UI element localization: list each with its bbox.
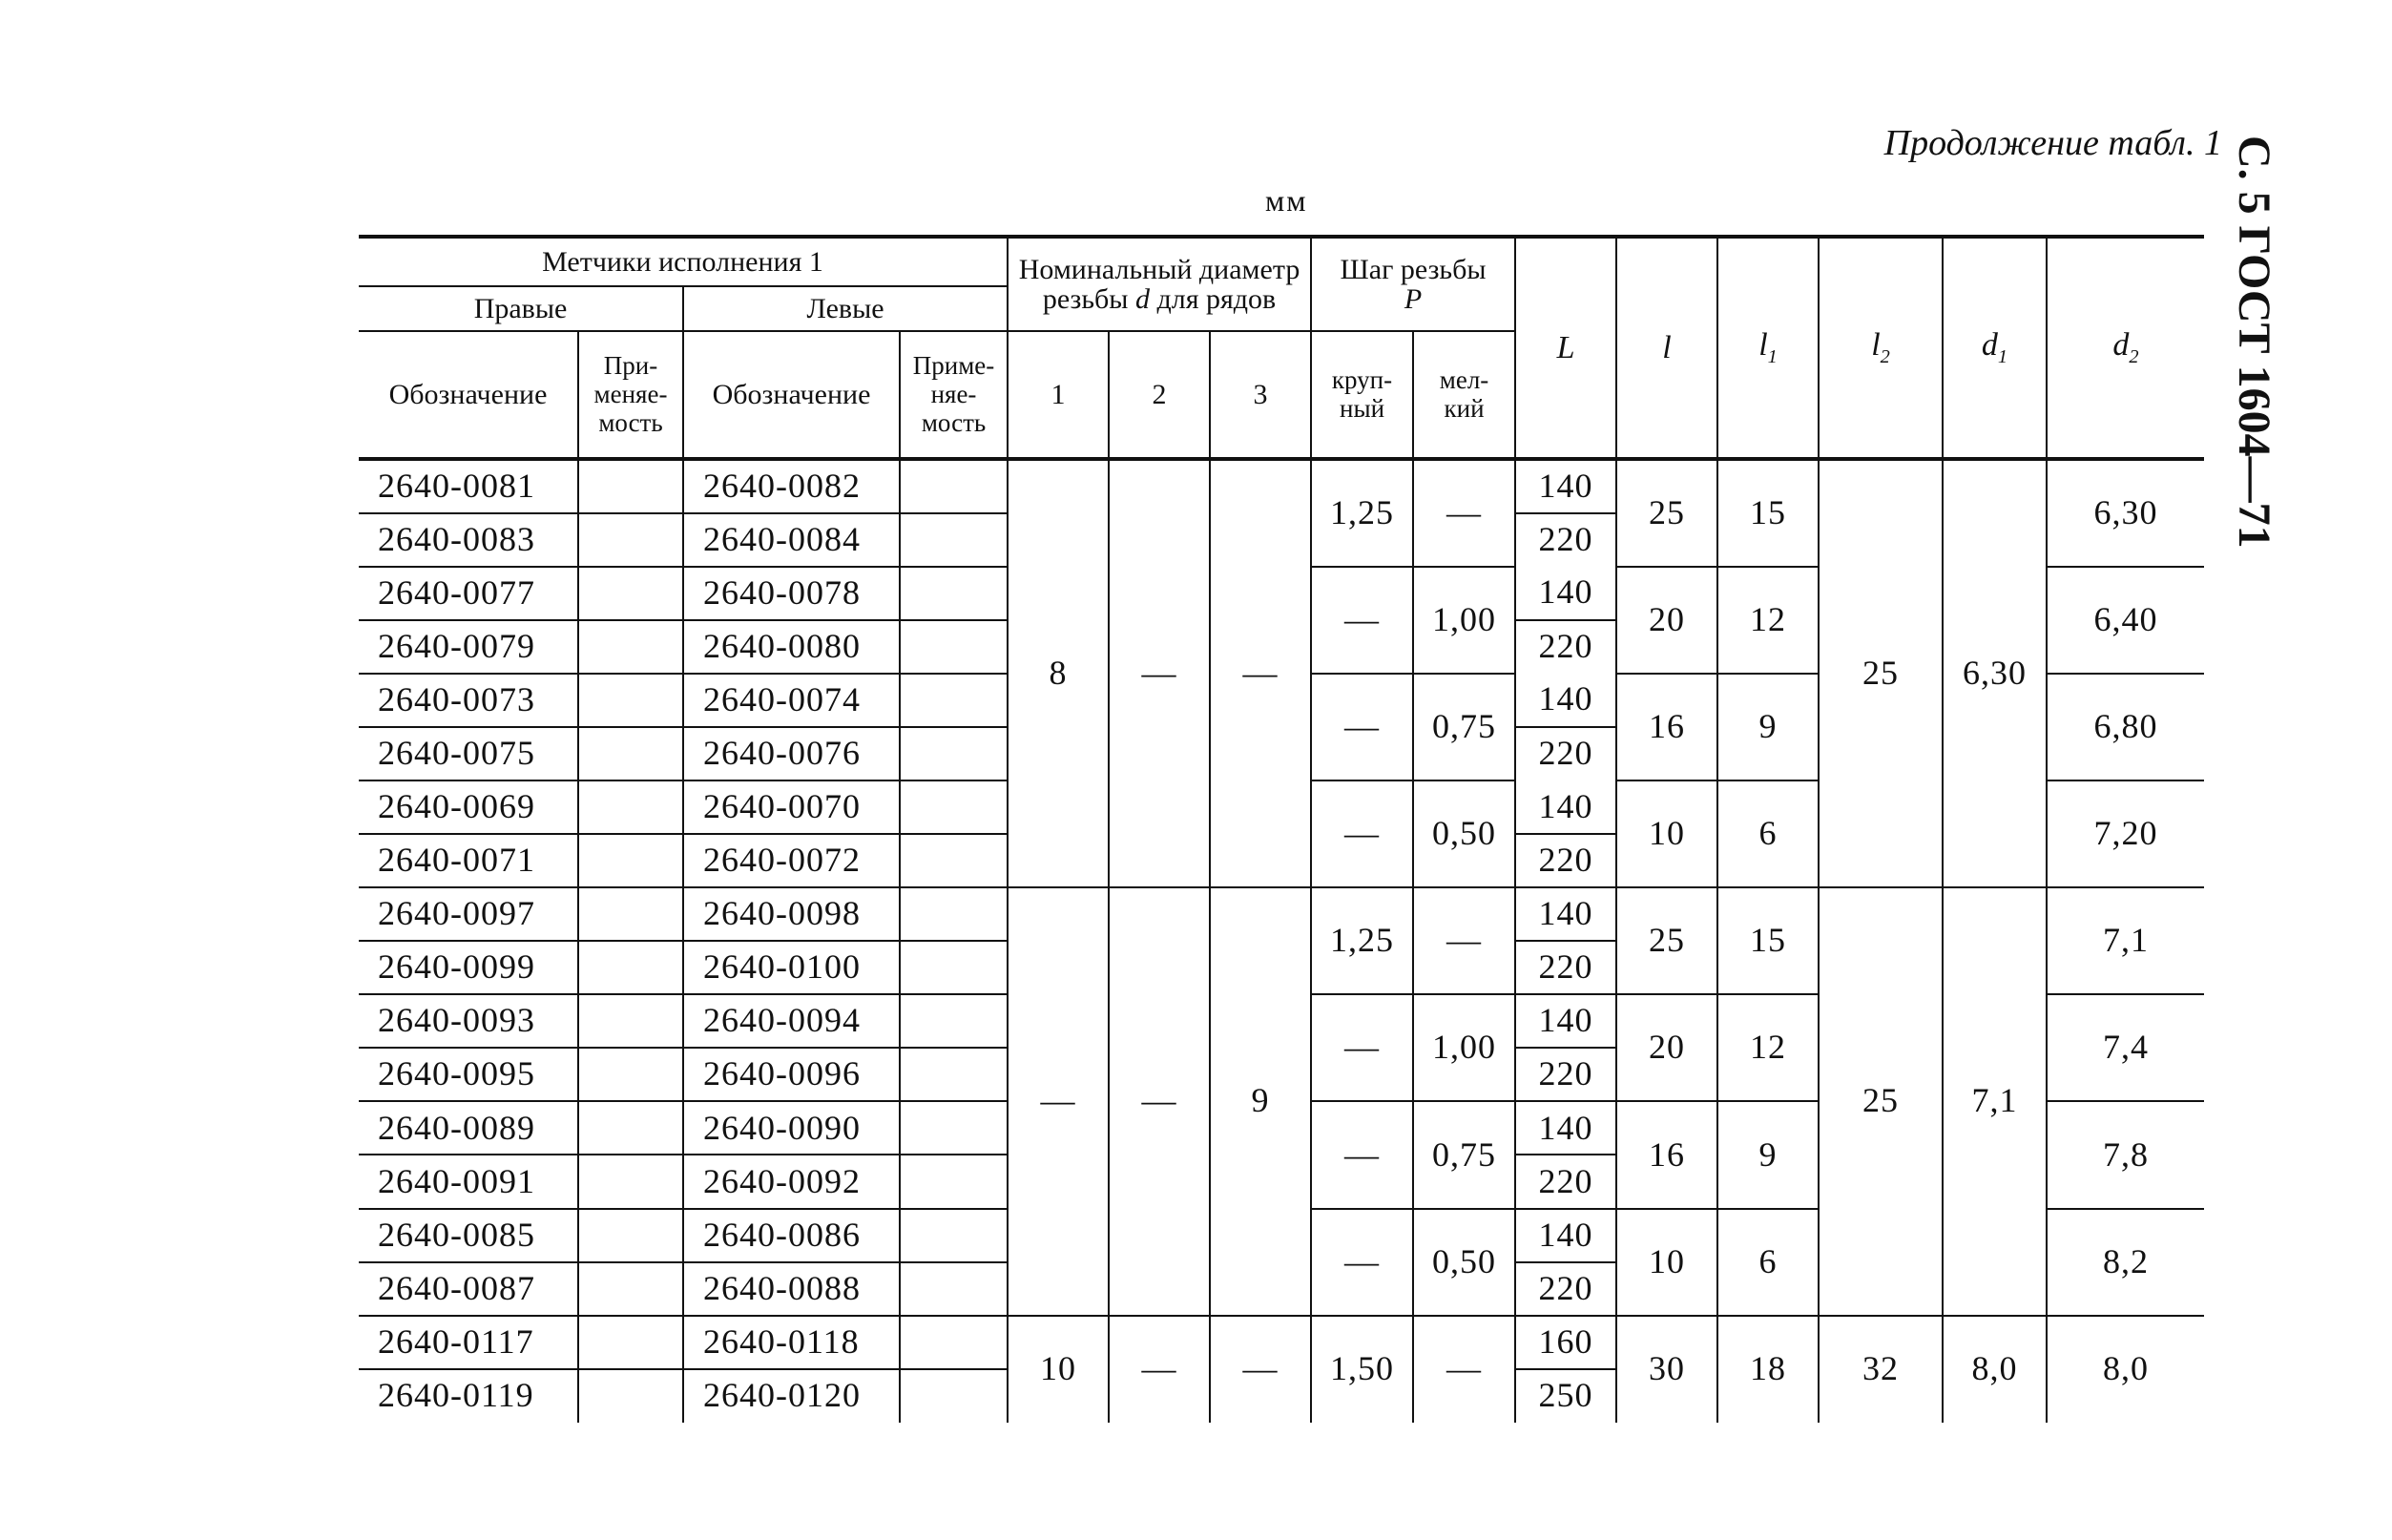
header-d2	[2047, 237, 2204, 459]
header-designation-right: Обозначение	[359, 331, 578, 459]
applicability-right	[578, 834, 683, 887]
diameter-row-1: 8	[1008, 459, 1109, 887]
applicability-left	[900, 567, 1008, 620]
applicability-left	[900, 1262, 1008, 1316]
applicability-left	[900, 1369, 1008, 1423]
header-d1-letter: d	[1981, 327, 1998, 364]
diameter-d2: 8,0	[2047, 1316, 2204, 1423]
designation-right: 2640-0117	[359, 1316, 578, 1369]
length-L: 220	[1515, 727, 1616, 780]
applicability-left	[900, 1209, 1008, 1262]
pitch-fine: 0,75	[1413, 674, 1515, 780]
length-L: 140	[1515, 674, 1616, 727]
length-L: 140	[1515, 1209, 1616, 1262]
length-l: 20	[1616, 567, 1717, 674]
length-l1: 12	[1717, 567, 1819, 674]
designation-left: 2640-0072	[683, 834, 900, 887]
designation-right: 2640-0119	[359, 1369, 578, 1423]
applicability-left	[900, 941, 1008, 994]
length-l: 10	[1616, 1209, 1717, 1316]
applicability-right	[578, 1048, 683, 1101]
designation-right: 2640-0073	[359, 674, 578, 727]
header-fine: мел- кий	[1413, 331, 1515, 459]
header-row-1: 1	[1008, 331, 1109, 459]
designation-left: 2640-0090	[683, 1101, 900, 1155]
designation-left: 2640-0086	[683, 1209, 900, 1262]
pitch-fine: —	[1413, 459, 1515, 566]
diameter-d2: 8,2	[2047, 1209, 2204, 1316]
diameter-d1: 8,0	[1943, 1316, 2047, 1423]
length-L: 220	[1515, 941, 1616, 994]
length-l1: 15	[1717, 887, 1819, 994]
applicability-right	[578, 727, 683, 780]
pitch-coarse: 1,50	[1311, 1316, 1413, 1423]
header-diameter	[1008, 237, 1311, 331]
length-l: 25	[1616, 459, 1717, 566]
pitch-coarse: —	[1311, 1209, 1413, 1316]
designation-right: 2640-0077	[359, 567, 578, 620]
pitch-fine: —	[1413, 887, 1515, 994]
designation-right: 2640-0085	[359, 1209, 578, 1262]
designation-left: 2640-0092	[683, 1155, 900, 1208]
pitch-coarse: —	[1311, 567, 1413, 674]
designation-right: 2640-0079	[359, 620, 578, 674]
applicability-left	[900, 1316, 1008, 1369]
length-L: 220	[1515, 620, 1616, 674]
applicability-left	[900, 1155, 1008, 1208]
applicability-right	[578, 1209, 683, 1262]
applicability-left	[900, 674, 1008, 727]
applicability-right	[578, 1316, 683, 1369]
designation-left: 2640-0100	[683, 941, 900, 994]
designation-right: 2640-0081	[378, 467, 535, 506]
header-applicability-left: Приме- няе- мость	[900, 331, 1008, 459]
designation-left: 2640-0080	[683, 620, 900, 674]
header-right: Правые	[359, 286, 683, 332]
header-left: Левые	[683, 286, 1008, 332]
diameter-row-2: —	[1109, 1316, 1210, 1423]
applicability-right	[578, 1101, 683, 1155]
header-row-2: 2	[1109, 331, 1210, 459]
designation-right: 2640-0083	[359, 513, 578, 567]
designation-left: 2640-0070	[683, 780, 900, 834]
length-l: 25	[1616, 887, 1717, 994]
diameter-row-2: —	[1109, 459, 1210, 887]
applicability-left	[900, 780, 1008, 834]
applicability-right	[578, 1369, 683, 1423]
diameter-d2: 7,4	[2047, 994, 2204, 1101]
designation-left: 2640-0088	[683, 1262, 900, 1316]
designation-left: 2640-0118	[683, 1316, 900, 1369]
diameter-row-3: —	[1210, 459, 1311, 887]
pitch-coarse: —	[1311, 674, 1413, 780]
diameter-row-1: 10	[1008, 1316, 1109, 1423]
length-l1: 15	[1717, 459, 1819, 566]
header-d2-letter: d	[2112, 327, 2130, 364]
applicability-left	[900, 1101, 1008, 1155]
length-l1: 9	[1717, 1101, 1819, 1208]
length-l2: 25	[1819, 459, 1943, 887]
pitch-coarse: 1,25	[1311, 887, 1413, 994]
designation-right: 2640-0093	[359, 994, 578, 1048]
designation-left: 2640-0120	[683, 1369, 900, 1423]
designation-right: 2640-0095	[359, 1048, 578, 1101]
applicability-right	[578, 1262, 683, 1316]
applicability-left	[900, 620, 1008, 674]
designation-left: 2640-0096	[683, 1048, 900, 1101]
pitch-coarse: —	[1311, 780, 1413, 887]
table-row	[359, 1316, 2204, 1369]
header-diameter-text: Номинальный диаметр резьбы d для рядов	[1018, 253, 1300, 316]
designation-left: 2640-0078	[683, 567, 900, 620]
applicability-right	[578, 887, 683, 941]
diameter-row-3: —	[1210, 1316, 1311, 1423]
table-row	[359, 459, 2204, 512]
header-applicability-right: При- меняе- мость	[578, 331, 683, 459]
pitch-fine: 1,00	[1413, 994, 1515, 1101]
header-group: Метчики исполнения 1	[359, 237, 1008, 286]
length-L: 140	[1515, 459, 1616, 512]
length-L: 140	[1515, 567, 1616, 620]
header-row-3: 3	[1210, 331, 1311, 459]
pitch-coarse: 1,25	[1311, 459, 1413, 566]
length-L: 140	[1515, 780, 1616, 834]
header-pitch: Шаг резьбы P	[1311, 237, 1515, 331]
header-l1-letter: l	[1758, 327, 1768, 364]
header-coarse: круп- ный	[1311, 331, 1413, 459]
pitch-coarse: —	[1311, 994, 1413, 1101]
header-l1-sub: 1	[1767, 345, 1778, 367]
applicability-right	[578, 941, 683, 994]
length-L: 220	[1515, 834, 1616, 887]
applicability-right	[578, 780, 683, 834]
length-L: 220	[1515, 1262, 1616, 1316]
applicability-left	[900, 1048, 1008, 1101]
length-L: 140	[1515, 994, 1616, 1048]
table-caption: Продолжение табл. 1	[1883, 123, 2222, 163]
length-l: 16	[1616, 674, 1717, 780]
designation-right: 2640-0091	[359, 1155, 578, 1208]
header-l1	[1717, 237, 1819, 459]
length-l1: 6	[1717, 780, 1819, 887]
designation-left: 2640-0076	[683, 727, 900, 780]
applicability-left	[900, 834, 1008, 887]
diameter-d2: 6,40	[2047, 567, 2204, 674]
length-l1: 9	[1717, 674, 1819, 780]
applicability-right	[578, 620, 683, 674]
pitch-fine: 0,50	[1413, 780, 1515, 887]
length-L: 140	[1515, 887, 1616, 941]
diameter-row-3: 9	[1210, 887, 1311, 1316]
designation-right: 2640-0087	[359, 1262, 578, 1316]
designation-left: 2640-0084	[683, 513, 900, 567]
applicability-right	[578, 567, 683, 620]
header-d1-sub: 1	[1997, 345, 2008, 367]
length-L: 160	[1515, 1316, 1616, 1369]
designation-right: 2640-0097	[359, 887, 578, 941]
designation-left: 2640-0098	[683, 887, 900, 941]
header-d1	[1943, 237, 2047, 459]
designation-right: 2640-0099	[359, 941, 578, 994]
designation-right: 2640-0075	[359, 727, 578, 780]
header-L: L	[1515, 237, 1616, 459]
applicability-right	[578, 994, 683, 1048]
length-L: 220	[1515, 513, 1616, 567]
length-l: 16	[1616, 1101, 1717, 1208]
designation-left: 2640-0082	[683, 459, 900, 512]
length-l2: 32	[1819, 1316, 1943, 1423]
diameter-d2: 6,30	[2047, 459, 2204, 566]
designation-right: 2640-0071	[359, 834, 578, 887]
header-d2-sub: 2	[2129, 345, 2139, 367]
page-header-vertical: С. 5 ГОСТ 1604—71	[2229, 135, 2279, 549]
length-l1: 18	[1717, 1316, 1819, 1423]
designation-left: 2640-0074	[683, 674, 900, 727]
diameter-d1: 6,30	[1943, 459, 2047, 887]
length-l: 10	[1616, 780, 1717, 887]
length-L: 140	[1515, 1101, 1616, 1155]
applicability-left	[900, 727, 1008, 780]
applicability-right	[578, 513, 683, 567]
diameter-row-2: —	[1109, 887, 1210, 1316]
pitch-fine: 0,75	[1413, 1101, 1515, 1208]
diameter-d2: 7,1	[2047, 887, 2204, 994]
diameter-d2: 6,80	[2047, 674, 2204, 780]
length-l: 30	[1616, 1316, 1717, 1423]
diameter-d1: 7,1	[1943, 887, 2047, 1316]
applicability-left	[900, 459, 1008, 512]
designation-left: 2640-0094	[683, 994, 900, 1048]
designation-right: 2640-0069	[359, 780, 578, 834]
taps-table	[359, 235, 2204, 1423]
length-l1: 12	[1717, 994, 1819, 1101]
applicability-left	[900, 994, 1008, 1048]
table-row	[359, 887, 2204, 941]
pitch-fine: 1,00	[1413, 567, 1515, 674]
length-L: 220	[1515, 1048, 1616, 1101]
diameter-d2: 7,20	[2047, 780, 2204, 887]
length-l2: 25	[1819, 887, 1943, 1316]
pitch-fine: —	[1413, 1316, 1515, 1423]
length-l: 20	[1616, 994, 1717, 1101]
header-l: l	[1616, 237, 1717, 459]
pitch-coarse: —	[1311, 1101, 1413, 1208]
header-l2	[1819, 237, 1943, 459]
header-l2-sub: 2	[1880, 345, 1890, 367]
applicability-left	[900, 513, 1008, 567]
diameter-d2: 7,8	[2047, 1101, 2204, 1208]
pitch-fine: 0,50	[1413, 1209, 1515, 1316]
designation-right: 2640-0089	[359, 1101, 578, 1155]
applicability-left	[900, 887, 1008, 941]
header-designation-left: Обозначение	[683, 331, 900, 459]
units-label: мм	[1265, 183, 1308, 218]
diameter-row-1: —	[1008, 887, 1109, 1316]
length-L: 250	[1515, 1369, 1616, 1423]
header-l2-letter: l	[1871, 327, 1881, 364]
applicability-right	[578, 459, 683, 512]
length-L: 220	[1515, 1155, 1616, 1208]
applicability-right	[578, 674, 683, 727]
length-l1: 6	[1717, 1209, 1819, 1316]
applicability-right	[578, 1155, 683, 1208]
